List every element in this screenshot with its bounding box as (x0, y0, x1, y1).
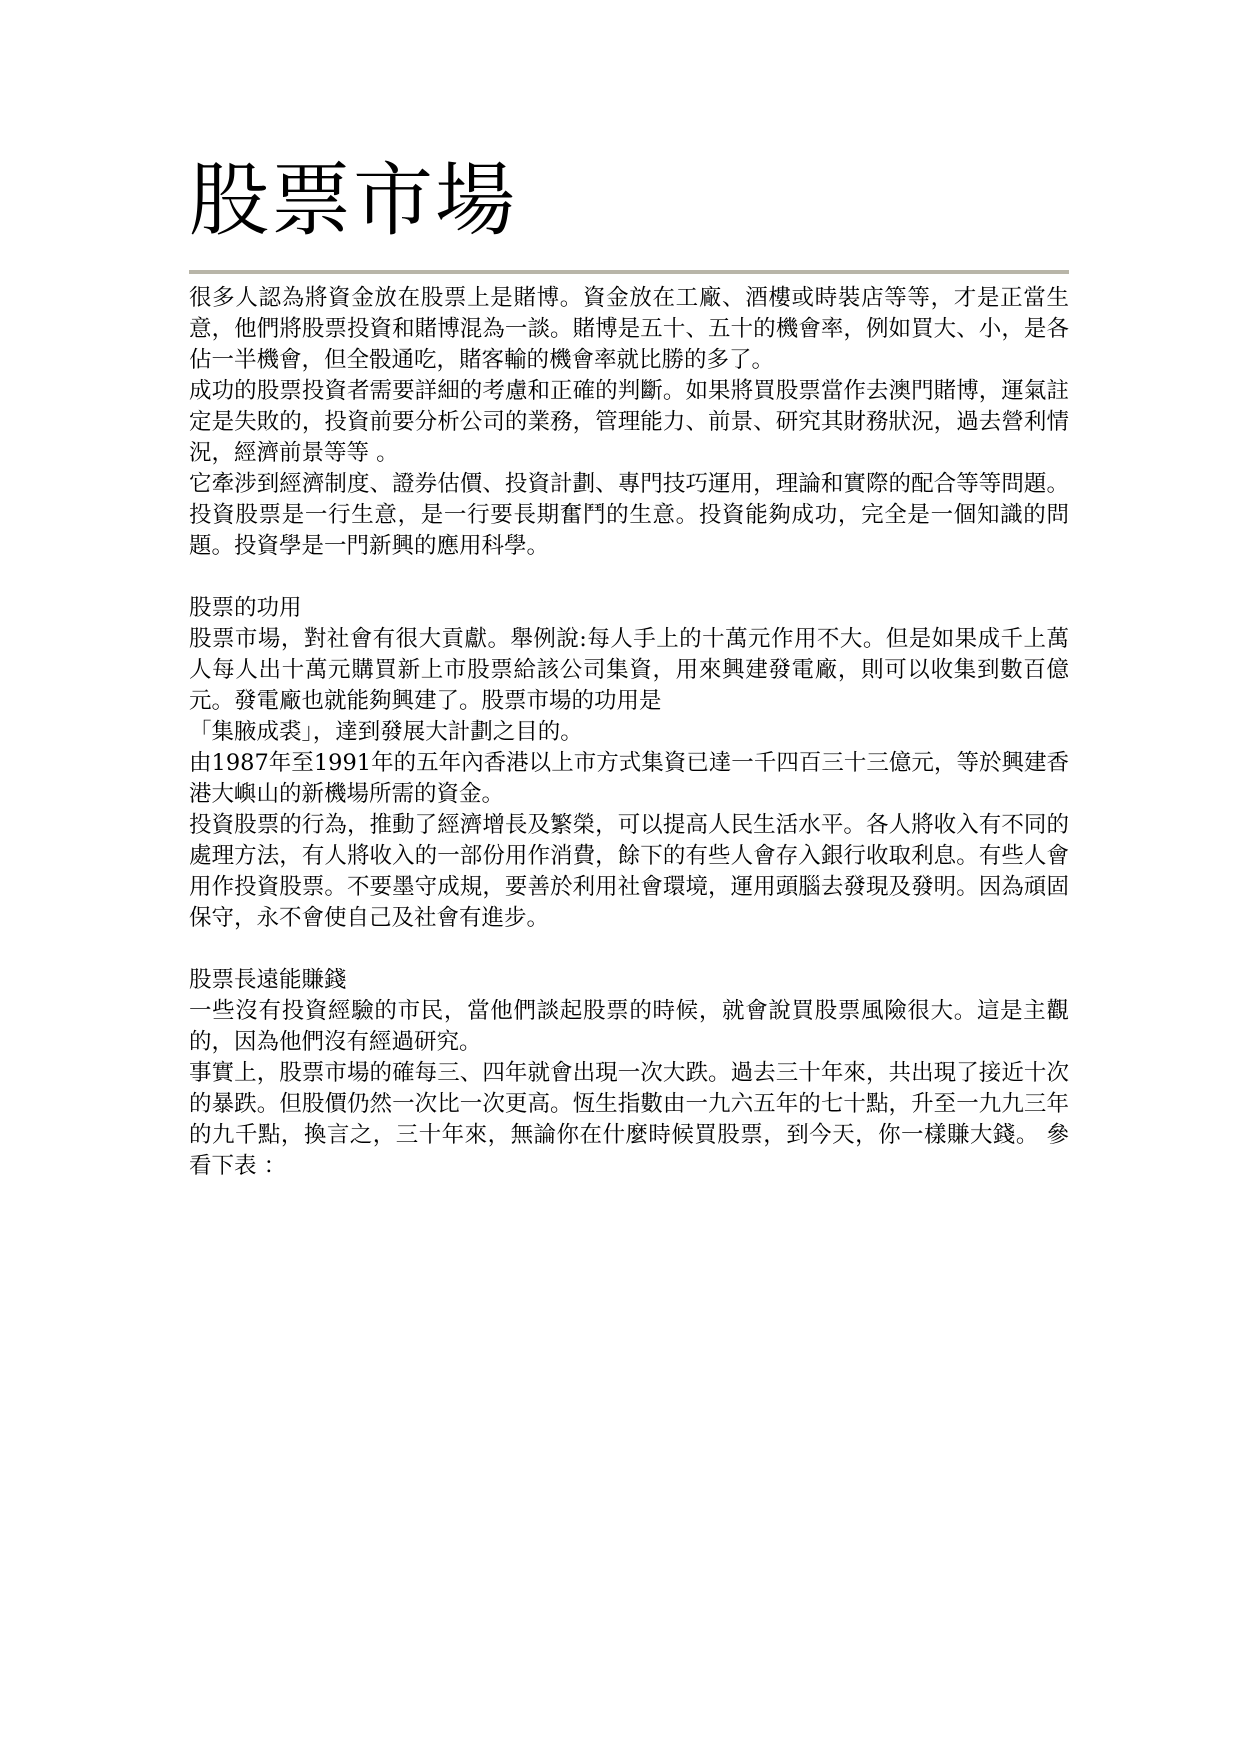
paragraph-function-3: 由1987年至1991年的五年內香港以上市方式集資已達一千四百三十三億元，等於興建香港大嶼山的新機場所需的資金。 (189, 750, 1069, 807)
paragraph-function-4: 投資股票的行為，推動了經濟增長及繁榮，可以提高人民生活水平。各人將收入有不同的處理方法，有人將收入的一部份用作消費，餘下的有些人會存入銀行收取利息。有些人會用作投資股票。不要墨守成規，要善於利用社會環境，運用頭腦去發現及發明。因為頑固保守，永不會使自己及社會有進步。 (189, 812, 1069, 931)
document-body (189, 283, 1069, 1182)
paragraph-long-term-1: 一些沒有投資經驗的市民，當他們談起股票的時候，就會說買股票風險很大。這是主觀的，因為他們沒有經過研究。 (189, 998, 1069, 1055)
page-title: 股票市場 (189, 154, 517, 247)
paragraph-intro-3: 它牽涉到經濟制度、證券估價、投資計劃、專門技巧運用，理論和實際的配合等等問題。投資股票是一行生意，是一行要長期奮鬥的生意。投資能夠成功，完全是一個知識的問題。投資學是一門新興的應用科學。 (189, 471, 1069, 559)
section-heading-function: 股票的功用 (189, 595, 302, 621)
paragraph-intro-2: 成功的股票投資者需要詳細的考慮和正確的判斷。如果將買股票當作去澳門賭博，運氣註定是失敗的，投資前要分析公司的業務，管理能力、前景、研究其財務狀況，過去營利情況，經濟前景等等 。 (189, 378, 1069, 466)
paragraph-long-term-2: 事實上，股票市場的確每三、四年就會出現一次大跌。過去三十年來，共出現了接近十次的暴跌。但股價仍然一次比一次更高。恆生指數由一九六五年的七十點，升至一九九三年的九千點，換言之，三十年來，無論你在什麼時候買股票，到今天，你一樣賺大錢。 參看下表 ： (189, 1060, 1069, 1179)
paragraph-function-1: 股票市場，對社會有很大貢獻。舉例說:每人手上的十萬元作用不大。但是如果成千上萬人每人出十萬元購買新上市股票給該公司集資，用來興建發電廠，則可以收集到數百億元。發電廠也就能夠興建了。股票市場的功用是 (189, 626, 1069, 714)
title-divider (189, 270, 1069, 274)
section-heading-long-term: 股票長遠能賺錢 (189, 967, 347, 993)
paragraph-function-2: 「集腋成裘」，達到發展大計劃之目的。 (189, 719, 583, 745)
paragraph-intro-1: 很多人認為將資金放在股票上是賭博。資金放在工廠、酒樓或時裝店等等，才是正當生意，他們將股票投資和賭博混為一談。賭博是五十、五十的機會率，例如買大、小，是各佔一半機會，但全骰通吃，賭客輸的機會率就比勝的多了。 (189, 285, 1069, 373)
